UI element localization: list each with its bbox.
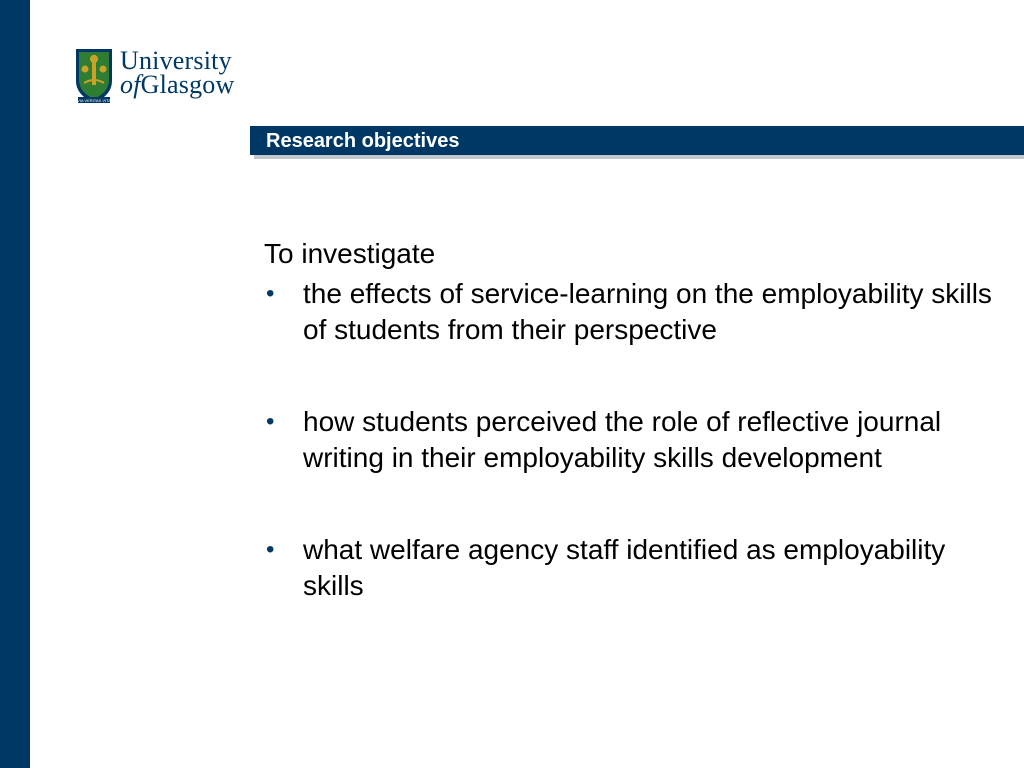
intro-text: To investigate xyxy=(264,238,436,269)
wordmark-line-university: University xyxy=(120,46,232,75)
university-crest-icon xyxy=(74,47,114,105)
university-logo xyxy=(74,47,252,107)
university-wordmark xyxy=(120,46,235,99)
wordmark-of: of xyxy=(120,70,141,99)
bullet-icon: • xyxy=(266,408,275,435)
wordmark-glasgow: Glasgow xyxy=(140,70,235,99)
objectives-list xyxy=(264,276,1004,604)
wordmark-line-glasgow xyxy=(120,70,235,99)
bullet-icon: • xyxy=(266,280,275,307)
list-item-text: what welfare agency staff identified as employability skills xyxy=(303,534,946,601)
list-item-text: the effects of service-learning on the employability skills of students from their perspective xyxy=(303,278,992,345)
bullet-icon: • xyxy=(266,536,275,563)
list-item-text: how students perceived the role of reflective journal writing in their employability skills development xyxy=(303,406,942,473)
list-item xyxy=(264,404,1004,476)
crest-motto: VIA VERITAS VITA xyxy=(77,98,111,103)
list-item xyxy=(264,276,1004,348)
list-item xyxy=(264,532,1004,604)
left-accent-bar xyxy=(0,0,30,768)
slide-content xyxy=(264,236,1004,660)
slide-title: Research objectives xyxy=(266,130,460,152)
